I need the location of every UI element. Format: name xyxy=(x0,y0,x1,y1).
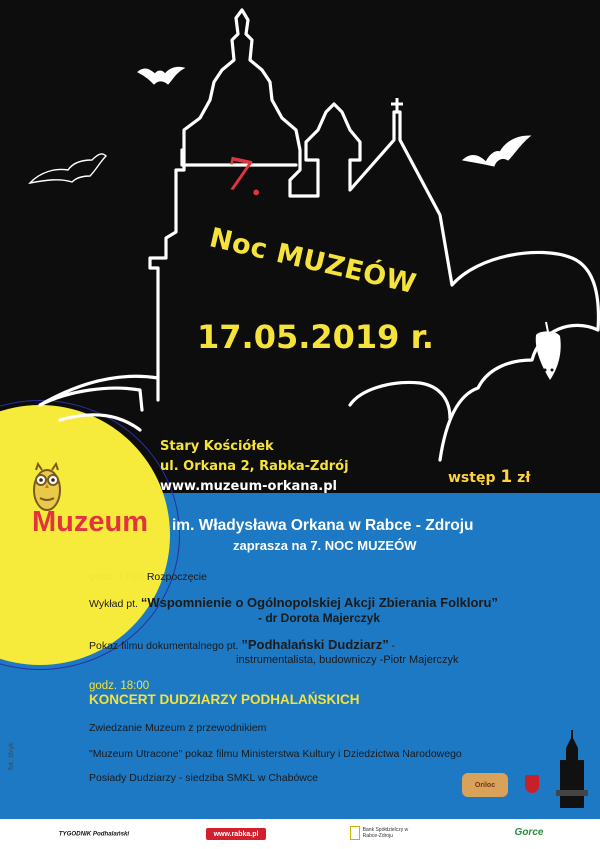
location-line-2: ul. Orkana 2, Rabka-Zdrój xyxy=(160,459,349,474)
sponsor-rabka-logo[interactable] xyxy=(206,828,266,840)
program-lecture xyxy=(89,595,498,610)
bat-right xyxy=(463,136,530,166)
sponsor-tygodnik-logo[interactable] xyxy=(58,826,130,840)
bank-icon xyxy=(350,826,360,840)
coat-of-arms-icon xyxy=(525,775,539,793)
photo-credit: fot. Stryk xyxy=(8,742,15,770)
bat-left xyxy=(30,154,106,183)
event-date: 17.05.2019 r. xyxy=(197,318,434,356)
start-time: godz. 17:00 xyxy=(89,571,144,583)
program-posiady: Posiady Dudziarzy - siedziba SMKL w Chabówce xyxy=(89,772,318,784)
lecture-prefix: Wykład pt. xyxy=(89,598,138,610)
entry-label: wstęp xyxy=(448,470,496,486)
sponsor-tygodnik-label: TYGODNIK Podhalański xyxy=(58,829,130,837)
film-dash: - xyxy=(391,640,396,652)
castle-logo xyxy=(556,730,588,808)
sponsor-bank-logo[interactable] xyxy=(350,824,422,842)
church-outline-path xyxy=(40,10,598,460)
location-line-1: Stary Kościółek xyxy=(160,439,274,454)
location-block xyxy=(160,437,349,497)
entry-price: 1 xyxy=(500,467,513,487)
film-author: instrumentalista, budowniczy -Piotr Majerczyk xyxy=(236,654,459,666)
program-lost-museum: "Muzeum Utracone" pokaz filmu Ministerstwa Kultury i Dziedzictwa Narodowego xyxy=(89,748,462,760)
concert-time: godz. 18:00 xyxy=(89,680,150,692)
film-prefix: Pokaz filmu dokumentalnego pt. xyxy=(89,640,239,652)
start-label: Rozpoczęcie xyxy=(146,571,207,583)
museum-name: im. Władysława Orkana w Rabce - Zdroju xyxy=(172,517,474,534)
oriloc-label: Oriloc xyxy=(474,781,496,789)
sponsor-gorce-logo[interactable] xyxy=(505,824,553,840)
sponsor-rabka-label: www.rabka.pl xyxy=(213,830,259,838)
program-tour: Zwiedzanie Muzeum z przewodnikiem xyxy=(89,722,267,734)
website-link[interactable]: www.muzeum-orkana.pl xyxy=(160,479,338,494)
owl-figure xyxy=(34,464,60,510)
entry-currency: zł xyxy=(517,470,531,486)
sponsor-gorce-label: Gorce xyxy=(514,826,544,838)
program-film xyxy=(89,637,395,652)
film-title: ”Podhalański Dudziarz” xyxy=(241,637,389,652)
museum-word: Muzeum xyxy=(32,506,148,538)
concert-title: KONCERT DUDZIARZY PODHALAŃSKICH xyxy=(89,692,360,707)
bat-top xyxy=(138,67,184,84)
cross-mark xyxy=(391,98,403,112)
lecture-author: - dr Dorota Majerczyk xyxy=(258,611,381,625)
event-title: Noc MUZEÓW xyxy=(206,222,420,301)
sponsor-bank-label: Bank Spółdzielczy w Rabce-Zdroju xyxy=(362,827,409,839)
program-concert xyxy=(89,680,360,707)
invitation-line: zaprasza na 7. NOC MUZEÓW xyxy=(233,538,417,553)
lecture-title: “Wspomnienie o Ogólnopolskiej Akcji Zbierania Folkloru” xyxy=(140,595,498,610)
oriloc-logo xyxy=(462,773,508,797)
program-start xyxy=(89,571,207,583)
left-wall-outline xyxy=(40,388,142,430)
edition-number: 7. xyxy=(219,148,271,207)
entry-fee xyxy=(448,467,530,487)
